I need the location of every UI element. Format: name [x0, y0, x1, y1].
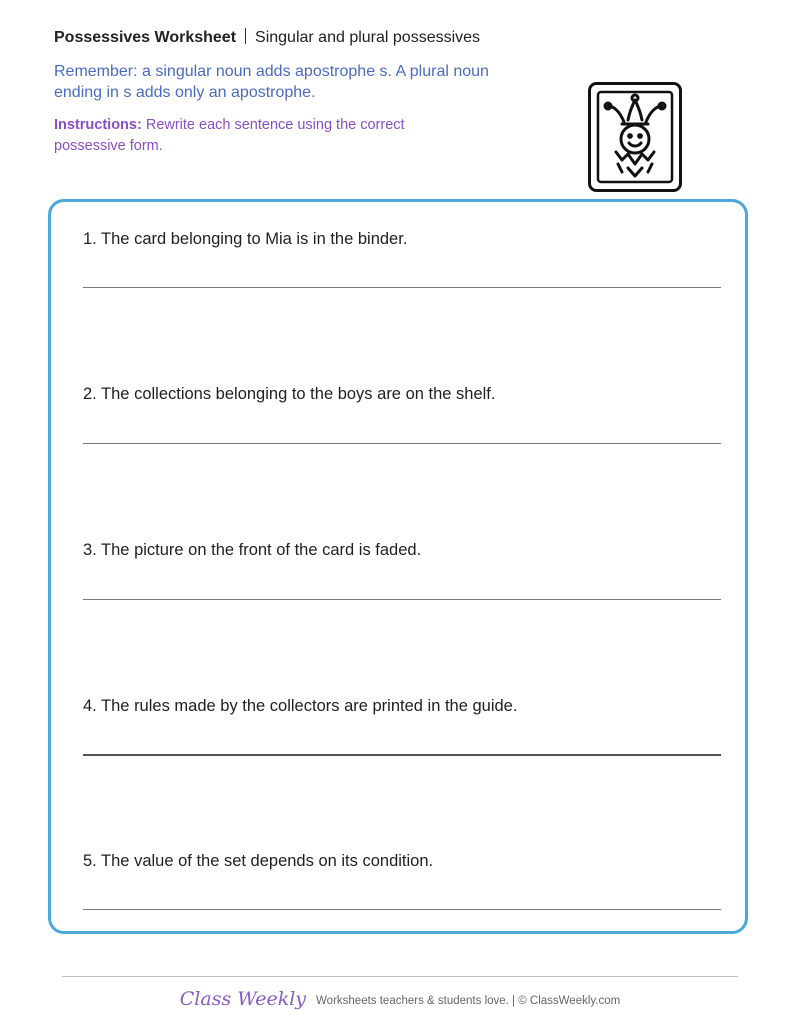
- instructions-text: Rewrite each sentence using the correct possessive form.: [54, 117, 405, 154]
- question-item: [83, 850, 723, 872]
- title-row: [54, 28, 574, 48]
- jester-card-icon: [588, 82, 682, 192]
- question-item: [83, 695, 723, 717]
- answer-line[interactable]: [83, 754, 721, 756]
- worksheet-subtitle: Singular and plural possessives: [255, 29, 481, 46]
- footer: [0, 988, 800, 1010]
- answer-line[interactable]: [83, 287, 721, 288]
- question-text: 5. The value of the set depends on its condition.: [83, 852, 434, 870]
- question-item: [83, 383, 723, 405]
- question-text: 1. The card belonging to Mia is in the binder.: [83, 230, 408, 248]
- answer-line[interactable]: [83, 599, 721, 600]
- instructions-lead: Instructions:: [54, 117, 142, 133]
- title-divider: [245, 28, 246, 44]
- answer-line[interactable]: [83, 909, 721, 910]
- question-text: 3. The picture on the front of the card is faded.: [83, 541, 422, 559]
- question-text: 4. The rules made by the collectors are printed in the guide.: [83, 697, 518, 715]
- footer-tagline: Worksheets teachers & students love. | © ClassWeekly.com: [316, 995, 621, 1007]
- footer-divider: [62, 976, 738, 977]
- remember-note: Remember: a singular noun adds apostrophe s. A plural noun ending in s adds only an apostrophe.: [54, 63, 489, 101]
- answer-line[interactable]: [83, 443, 721, 444]
- worksheet-title: Possessives Worksheet: [54, 29, 237, 46]
- question-item: [83, 228, 723, 250]
- question-item: [83, 539, 723, 561]
- questions-panel: [48, 199, 748, 934]
- brand-logo: Class Weekly: [179, 988, 307, 1010]
- question-text: 2. The collections belonging to the boys are on the shelf.: [83, 385, 496, 403]
- worksheet-header: [54, 28, 574, 157]
- instructions: [54, 115, 454, 157]
